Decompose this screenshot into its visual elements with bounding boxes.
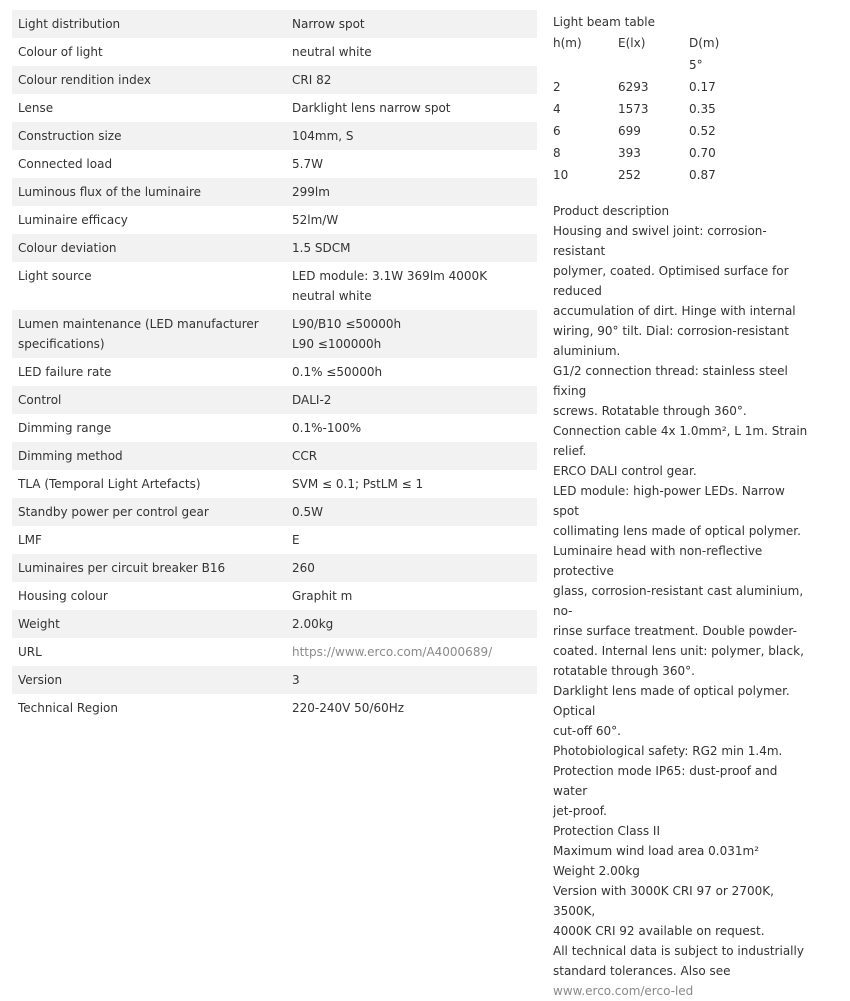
spec-row xyxy=(12,386,537,414)
spec-label: Luminaires per circuit breaker B16 xyxy=(12,554,286,582)
description-line: collimating lens made of optical polymer. xyxy=(553,524,801,538)
beam-header-row xyxy=(553,32,749,54)
spec-row xyxy=(12,178,537,206)
spec-label: Lumen maintenance (LED manufacturer specifications) xyxy=(12,310,286,358)
beam-angle-spacer xyxy=(618,54,689,76)
spec-row xyxy=(12,470,537,498)
spec-value: 0.1%-100% xyxy=(292,421,362,435)
description-line: All technical data is subject to industrially xyxy=(553,944,804,958)
spec-row xyxy=(12,10,537,38)
description-line: Connection cable 4x 1.0mm², L 1m. Strain xyxy=(553,424,808,438)
spec-label: Colour of light xyxy=(18,45,103,59)
spec-value-line: L90/B10 ≤50000h xyxy=(292,317,402,331)
description-line: glass, corrosion-resistant cast aluminium, no- xyxy=(553,584,804,618)
beam-height: 2 xyxy=(553,80,561,94)
spec-label: Colour rendition index xyxy=(12,66,286,94)
spec-value: 260 xyxy=(286,554,537,582)
beam-diameter: 0.87 xyxy=(689,168,716,182)
spec-label: Light source xyxy=(18,269,92,283)
description-line: Weight 2.00kg xyxy=(553,864,640,878)
description-line: screws. Rotatable through 360°. xyxy=(553,404,747,418)
spec-value: 1.5 SDCM xyxy=(286,234,537,262)
spec-row xyxy=(12,38,537,66)
spec-value: DALI-2 xyxy=(286,386,537,414)
description-line: Protection Class II xyxy=(553,824,660,838)
spec-value: CRI 82 xyxy=(286,66,537,94)
spec-label: Weight xyxy=(12,610,286,638)
description-line: rinse surface treatment. Double powder- xyxy=(553,624,797,638)
spec-value: 220-240V 50/60Hz xyxy=(292,701,405,715)
spec-label: Light distribution xyxy=(12,10,286,38)
spec-row xyxy=(12,66,537,94)
spec-value: 104mm, S xyxy=(286,122,537,150)
beam-illuminance: 393 xyxy=(618,146,641,160)
spec-row xyxy=(12,94,537,122)
spec-value: 52lm/W xyxy=(292,213,339,227)
beam-row xyxy=(553,120,749,142)
spec-value: neutral white xyxy=(292,45,372,59)
spec-label: Standby power per control gear xyxy=(12,498,286,526)
beam-diameter: 0.17 xyxy=(689,80,716,94)
spec-value: Graphit m xyxy=(292,589,353,603)
spec-row xyxy=(12,310,537,358)
description-line: G1/2 connection thread: stainless steel fixing xyxy=(553,364,788,398)
spec-value: LED module: 3.1W 369lm 4000K neutral white xyxy=(292,269,488,303)
beam-illuminance: 699 xyxy=(618,124,641,138)
spec-value: Narrow spot xyxy=(286,10,537,38)
description-line: ERCO DALI control gear. xyxy=(553,464,697,478)
description-line: Maximum wind load area 0.031m² xyxy=(553,844,760,858)
spec-label: Luminaire efficacy xyxy=(18,213,128,227)
beam-illuminance: 252 xyxy=(618,168,641,182)
spec-row xyxy=(12,610,537,638)
spec-label: Connected load xyxy=(18,157,113,171)
spec-label: Lense xyxy=(18,101,54,115)
spec-label: Construction size xyxy=(12,122,286,150)
spec-label: Control xyxy=(12,386,286,414)
light-beam-table xyxy=(553,32,749,186)
spec-value: 0.5W xyxy=(286,498,537,526)
spec-row xyxy=(12,122,537,150)
spec-row xyxy=(12,582,537,610)
erco-led-link[interactable]: www.erco.com/erco-led xyxy=(553,984,694,998)
spec-label: TLA (Temporal Light Artefacts) xyxy=(18,477,201,491)
spec-value: 0.1% ≤50000h xyxy=(292,365,383,379)
spec-row xyxy=(12,498,537,526)
spec-row xyxy=(12,442,537,470)
beam-illuminance: 1573 xyxy=(618,102,649,116)
beam-diameter: 0.70 xyxy=(689,146,716,160)
description-line: Luminaire head with non-reflective protective xyxy=(553,544,763,578)
spec-label: Housing colour xyxy=(18,589,108,603)
product-url-link[interactable]: https://www.erco.com/A4000689/ xyxy=(292,645,493,659)
spec-row xyxy=(12,234,537,262)
spec-label: Technical Region xyxy=(18,701,118,715)
description-line: relief. xyxy=(553,444,587,458)
spec-row xyxy=(12,526,537,554)
spec-value: 3 xyxy=(286,666,537,694)
description-line: accumulation of dirt. Hinge with internal xyxy=(553,304,796,318)
description-line: jet-proof. xyxy=(553,804,607,818)
spec-row xyxy=(12,554,537,582)
beam-header-height: h(m) xyxy=(553,36,582,50)
spec-value: SVM ≤ 0.1; PstLM ≤ 1 xyxy=(292,477,424,491)
spec-value: CCR xyxy=(286,442,537,470)
spec-value: Darklight lens narrow spot xyxy=(292,101,451,115)
description-line: cut-off 60°. xyxy=(553,724,621,738)
beam-header-illuminance: E(lx) xyxy=(618,36,646,50)
description-line: LED module: high-power LEDs. Narrow spot xyxy=(553,484,785,518)
spec-label: URL xyxy=(18,645,42,659)
right-column xyxy=(553,12,813,1001)
description-line: rotatable through 360°. xyxy=(553,664,695,678)
spec-label: LED failure rate xyxy=(18,365,112,379)
beam-table-title: Light beam table xyxy=(553,15,656,29)
description-line: Darklight lens made of optical polymer. Optical xyxy=(553,684,790,718)
beam-height: 10 xyxy=(553,168,569,182)
spec-value: E xyxy=(292,533,300,547)
description-line: wiring, 90° tilt. Dial: corrosion-resistant xyxy=(553,324,789,338)
spec-label: Colour deviation xyxy=(12,234,286,262)
beam-height: 8 xyxy=(553,146,561,160)
spec-value: 5.7W xyxy=(292,157,323,171)
spec-label: LMF xyxy=(18,533,42,547)
spec-value: 299lm xyxy=(286,178,537,206)
description-line: polymer, coated. Optimised surface for reduced xyxy=(553,264,789,298)
spec-value-line: L90 ≤100000h xyxy=(292,337,382,351)
beam-illuminance: 6293 xyxy=(618,80,649,94)
beam-row xyxy=(553,164,749,186)
spec-row xyxy=(12,206,537,234)
spec-label: Dimming method xyxy=(12,442,286,470)
spec-row xyxy=(12,638,537,666)
spec-row xyxy=(12,414,537,442)
spec-value: 2.00kg xyxy=(286,610,537,638)
description-line: 4000K CRI 92 available on request. xyxy=(553,924,765,938)
beam-row xyxy=(553,76,749,98)
description-line: Version with 3000K CRI 97 or 2700K, 3500K, xyxy=(553,884,774,918)
beam-height: 6 xyxy=(553,124,561,138)
description-line: Protection mode IP65: dust-proof and water xyxy=(553,764,778,798)
spec-row xyxy=(12,262,537,310)
specification-table xyxy=(12,10,537,722)
spec-row xyxy=(12,150,537,178)
spec-row xyxy=(12,694,537,722)
beam-angle: 5° xyxy=(689,58,703,72)
description-line: aluminium. xyxy=(553,344,621,358)
spec-row xyxy=(12,666,537,694)
spec-value xyxy=(286,310,537,358)
description-line: Photobiological safety: RG2 min 1.4m. xyxy=(553,744,783,758)
product-description-text xyxy=(553,221,813,981)
description-line: standard tolerances. Also see xyxy=(553,964,731,978)
beam-diameter: 0.35 xyxy=(689,102,716,116)
beam-angle-row xyxy=(553,54,749,76)
beam-header-diameter: D(m) xyxy=(689,36,720,50)
spec-row xyxy=(12,358,537,386)
product-description-title: Product description xyxy=(553,204,670,218)
spec-label: Version xyxy=(12,666,286,694)
spec-label: Luminous flux of the luminaire xyxy=(12,178,286,206)
description-line: Housing and swivel joint: corrosion-resistant xyxy=(553,224,767,258)
description-line: coated. Internal lens unit: polymer, black, xyxy=(553,644,804,658)
beam-row xyxy=(553,98,749,120)
beam-height: 4 xyxy=(553,102,561,116)
spec-label: Dimming range xyxy=(18,421,112,435)
beam-diameter: 0.52 xyxy=(689,124,716,138)
beam-angle-spacer xyxy=(553,54,618,76)
beam-row xyxy=(553,142,749,164)
spec-value xyxy=(286,638,537,666)
